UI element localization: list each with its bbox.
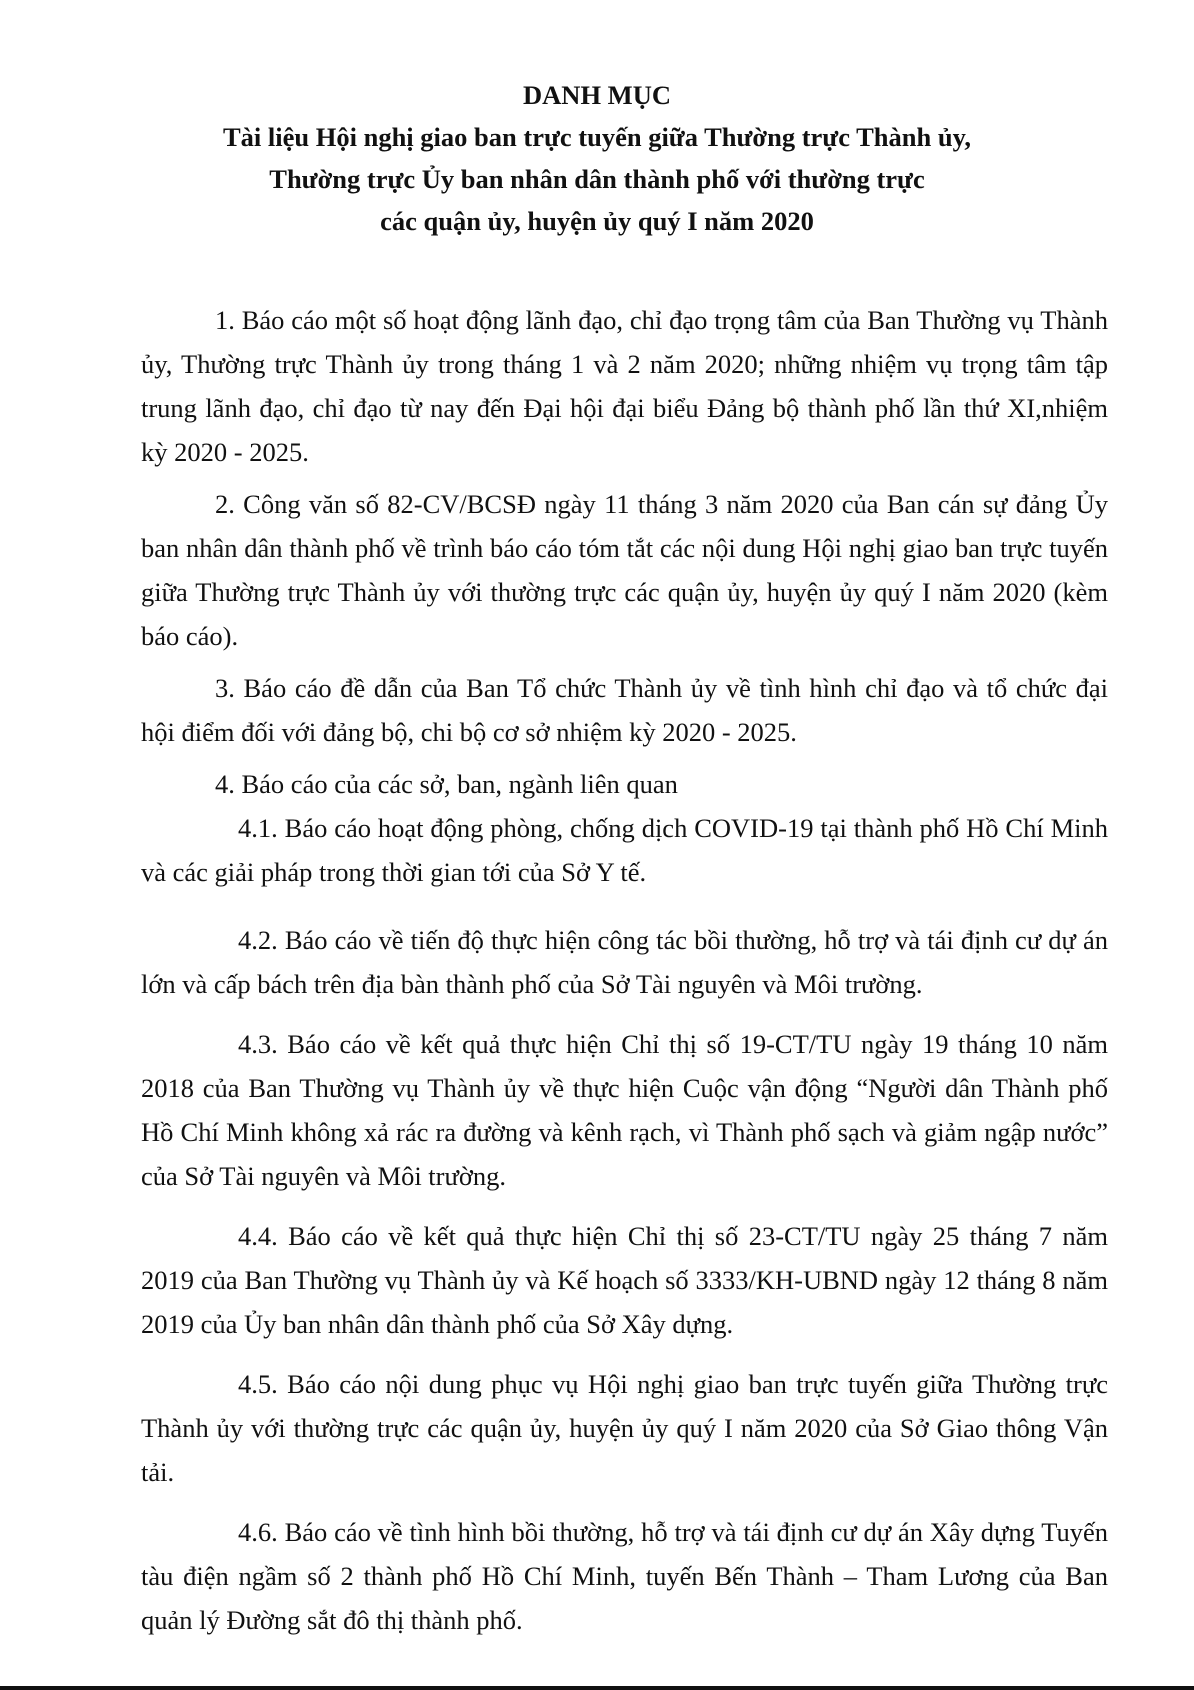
document-header — [0, 74, 1194, 242]
sub-item-4-1: 4.1. Báo cáo hoạt động phòng, chống dịch COVID-19 tại thành phố Hồ Chí Minh và các giải pháp trong thời gian tới của Sở Y tế. — [141, 813, 1108, 887]
sub-item-4-6: 4.6. Báo cáo về tình hình bồi thường, hỗ trợ và tái định cư dự án Xây dựng Tuyến tàu điện ngầm số 2 thành phố Hồ Chí Minh, tuyến Bến Thành – Tham Lương của Ban quản lý Đường sắt đô thị thành phố. — [141, 1517, 1108, 1635]
document-subtitle-line-3: các quận ủy, huyện ủy quý I năm 2020 — [380, 206, 814, 236]
list-item-1: 1. Báo cáo một số hoạt động lãnh đạo, chỉ đạo trọng tâm của Ban Thường vụ Thành ủy, Thường trực Thành ủy trong tháng 1 và 2 năm 2020; những nhiệm vụ trọng tâm tập trung lãnh đạo, chỉ đạo từ nay đến Đại hội đại biểu Đảng bộ thành phố lần thứ XI,nhiệm kỳ 2020 - 2025. — [141, 305, 1108, 467]
document-subtitle-line-2: Thường trực Ủy ban nhân dân thành phố với thường trực — [269, 164, 925, 194]
list-item-2: 2. Công văn số 82-CV/BCSĐ ngày 11 tháng 3 năm 2020 của Ban cán sự đảng Ủy ban nhân dân thành phố về trình báo cáo tóm tắt các nội dung Hội nghị giao ban trực tuyến giữa Thường trực Thành ủy với thường trực các quận ủy, huyện ủy quý I năm 2020 (kèm báo cáo). — [141, 489, 1108, 651]
scan-bottom-edge — [0, 1686, 1194, 1690]
list-item-3: 3. Báo cáo đề dẫn của Ban Tổ chức Thành ủy về tình hình chỉ đạo và tổ chức đại hội điểm đối với đảng bộ, chi bộ cơ sở nhiệm kỳ 2020 - 2025. — [141, 673, 1108, 747]
document-body — [141, 298, 1108, 1658]
sub-item-4-2: 4.2. Báo cáo về tiến độ thực hiện công tác bồi thường, hỗ trợ và tái định cư dự án lớn và cấp bách trên địa bàn thành phố của Sở Tài nguyên và Môi trường. — [141, 925, 1108, 999]
sub-item-4-5: 4.5. Báo cáo nội dung phục vụ Hội nghị giao ban trực tuyến giữa Thường trực Thành ủy với thường trực các quận ủy, huyện ủy quý I năm 2020 của Sở Giao thông Vận tải. — [141, 1369, 1108, 1487]
list-item-4: 4. Báo cáo của các sở, ban, ngành liên quan — [215, 769, 678, 799]
sub-item-4-3: 4.3. Báo cáo về kết quả thực hiện Chỉ thị số 19-CT/TU ngày 19 tháng 10 năm 2018 của Ban Thường vụ Thành ủy về thực hiện Cuộc vận động “Người dân Thành phố Hồ Chí Minh không xả rác ra đường và kênh rạch, vì Thành phố sạch và giảm ngập nước” của Sở Tài nguyên và Môi trường. — [141, 1029, 1108, 1191]
sub-item-4-4: 4.4. Báo cáo về kết quả thực hiện Chỉ thị số 23-CT/TU ngày 25 tháng 7 năm 2019 của Ban Thường vụ Thành ủy và Kế hoạch số 3333/KH-UBND ngày 12 tháng 8 năm 2019 của Ủy ban nhân dân thành phố của Sở Xây dựng. — [141, 1221, 1108, 1339]
document-subtitle-line-1: Tài liệu Hội nghị giao ban trực tuyến giữa Thường trực Thành ủy, — [222, 122, 972, 152]
document-title: DANH MỤC — [523, 80, 671, 110]
